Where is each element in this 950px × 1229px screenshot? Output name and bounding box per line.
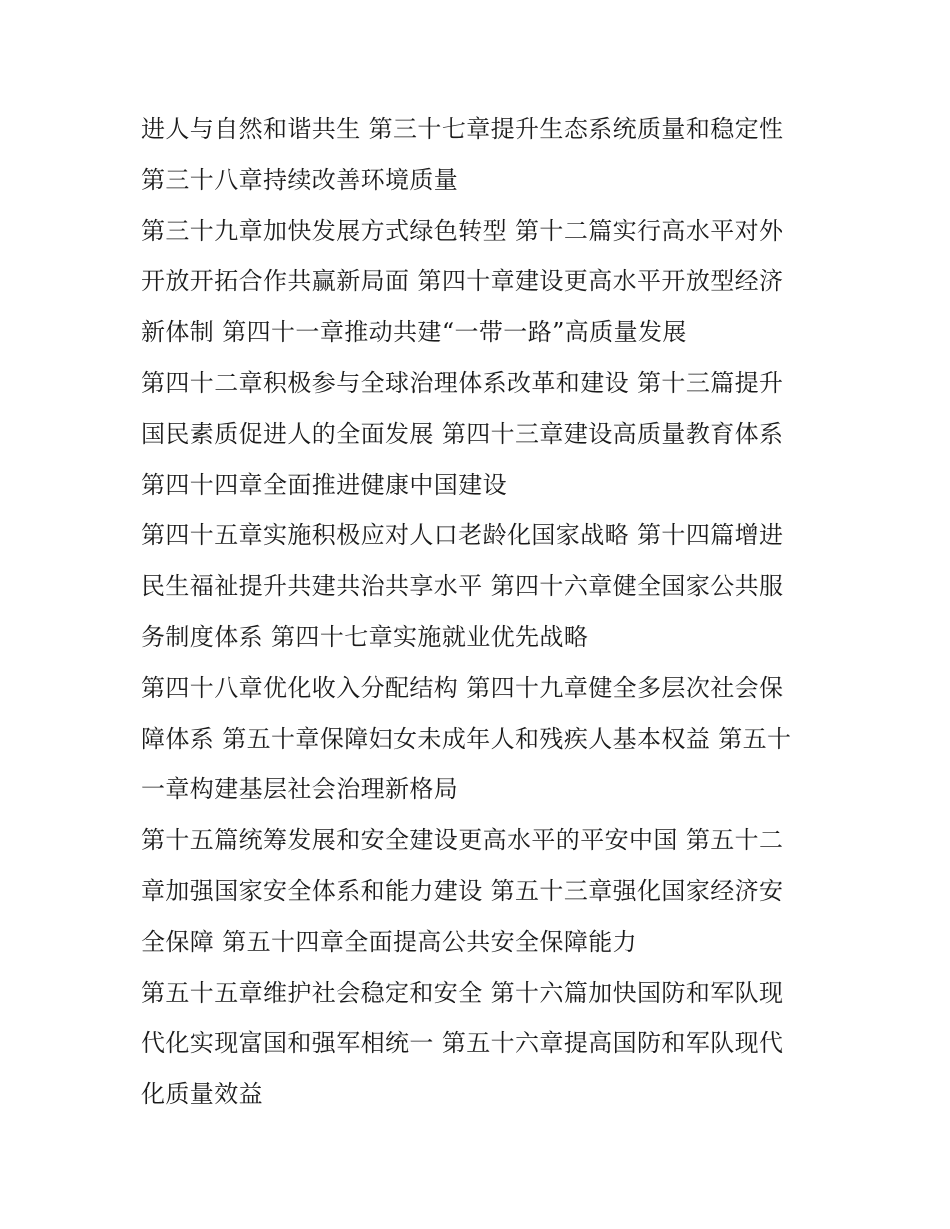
body-text [141,104,821,1120]
text-line: 第四十二章积极参与全球治理体系改革和建设 第十三篇提升 [141,368,784,397]
text-line: 化质量效益 [141,1080,263,1109]
text-line: 代化实现富国和强军相统一 第五十六章提高国防和军队现代 [141,1029,784,1058]
text-line: 第四十八章优化收入分配结构 第四十九章健全多层次社会保 [141,673,784,702]
text-line: 第四十四章全面推进健康中国建设 [141,470,507,499]
text-line: 国民素质促进人的全面发展 第四十三章建设高质量教育体系 [141,419,784,448]
text-line: 新体制 第四十一章推动共建“一带一路”高质量发展 [141,318,687,347]
text-line: 务制度体系 第四十七章实施就业优先战略 [141,622,589,651]
text-line: 开放开拓合作共赢新局面 第四十章建设更高水平开放型经济 [141,267,784,296]
text-line: 章加强国家安全体系和能力建设 第五十三章强化国家经济安 [141,876,784,905]
text-line: 第四十五章实施积极应对人口老龄化国家战略 第十四篇增进 [141,521,784,550]
text-line: 第三十九章加快发展方式绿色转型 第十二篇实行高水平对外 [141,216,784,245]
text-line: 全保障 第五十四章全面提高公共安全保障能力 [141,927,638,956]
text-line: 第三十八章持续改善环境质量 [141,165,459,194]
text-line: 第十五篇统筹发展和安全建设更高水平的平安中国 第五十二 [141,826,784,855]
text-line: 障体系 第五十章保障妇女未成年人和残疾人基本权益 第五十 [141,724,792,753]
text-line: 进人与自然和谐共生 第三十七章提升生态系统质量和稳定性 [141,115,784,143]
text-line: 第五十五章维护社会稳定和安全 第十六篇加快国防和军队现 [141,978,784,1007]
text-line: 民生福祉提升共建共治共享水平 第四十六章健全国家公共服 [141,572,784,601]
text-line: 一章构建基层社会治理新格局 [141,775,459,804]
